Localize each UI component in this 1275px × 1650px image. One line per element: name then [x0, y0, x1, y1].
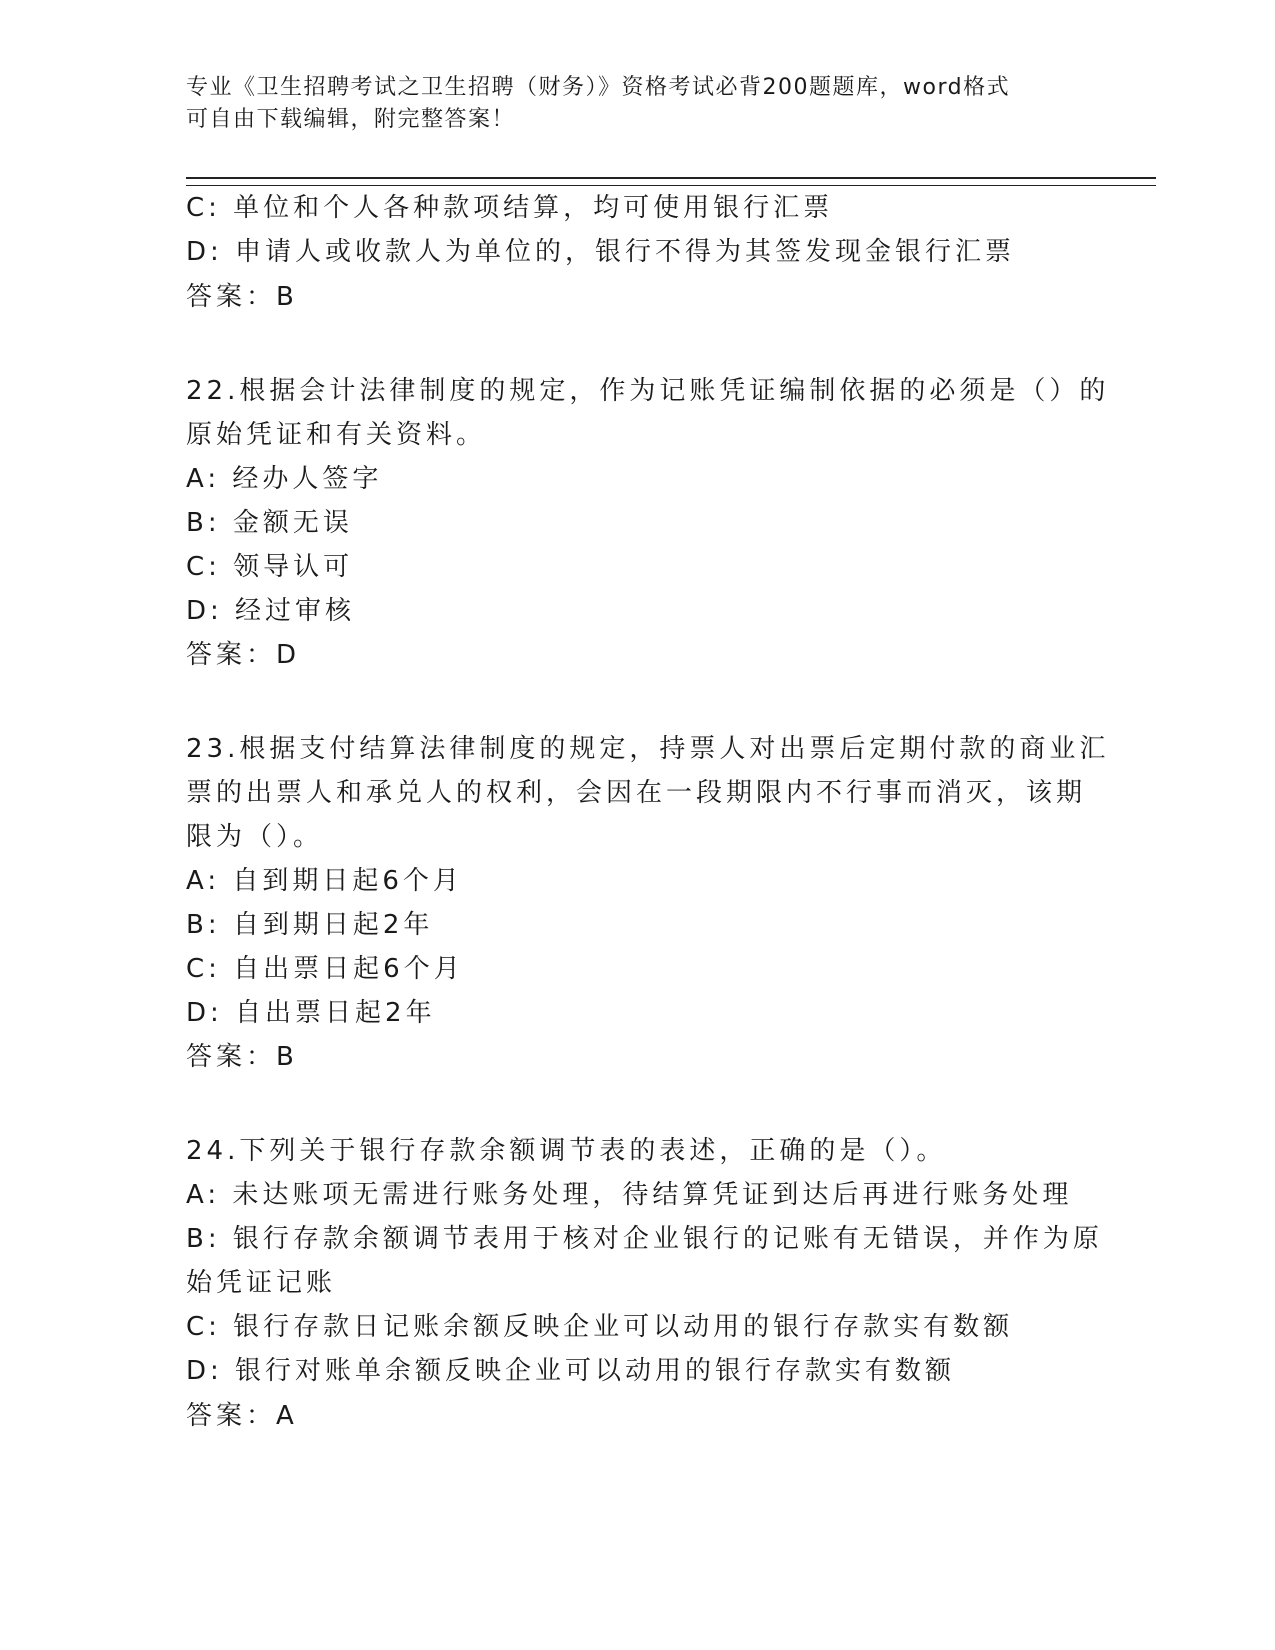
q23-option-c: C: 自出票日起6个月 — [186, 954, 464, 984]
q24-option-b-line-2: 始凭证记账 — [186, 1268, 337, 1298]
header-line-2: 可自由下载编辑，附完整答案！ — [186, 107, 516, 132]
header-line-1: 专业《卫生招聘考试之卫生招聘（财务）》资格考试必背200题题库，word格式 — [186, 75, 1011, 100]
page-header — [186, 72, 1086, 136]
q22-stem-line-2: 原始凭证和有关资料。 — [186, 420, 487, 450]
q23-stem-line-3: 限为（）。 — [186, 822, 324, 852]
q22-option-b: B: 金额无误 — [186, 508, 353, 538]
q23-answer: 答案：B — [186, 1042, 298, 1072]
q24-option-b-line-1: B: 银行存款余额调节表用于核对企业银行的记账有无错误，并作为原 — [186, 1224, 1103, 1254]
q22-option-d: D: 经过审核 — [186, 596, 356, 626]
q23-option-b: B: 自到期日起2年 — [186, 910, 434, 940]
q23-stem-line-1: 23.根据支付结算法律制度的规定，持票人对出票后定期付款的商业汇 — [186, 734, 1110, 764]
q22-option-a: A: 经办人签字 — [186, 464, 383, 494]
q22-answer: 答案：D — [186, 640, 301, 670]
q24-stem-line-1: 24.下列关于银行存款余额调节表的表述，正确的是（）。 — [186, 1136, 947, 1166]
q22-option-c: C: 领导认可 — [186, 552, 354, 582]
q23-option-a: A: 自到期日起6个月 — [186, 866, 463, 896]
q22-stem-line-1: 22.根据会计法律制度的规定，作为记账凭证编制依据的必须是（）的 — [186, 376, 1110, 406]
q24-option-a: A: 未达账项无需进行账务处理，待结算凭证到达后再进行账务处理 — [186, 1180, 1073, 1210]
q24-option-c: C: 银行存款日记账余额反映企业可以动用的银行存款实有数额 — [186, 1312, 1014, 1342]
header-divider — [186, 177, 1156, 186]
q24-option-d: D: 银行对账单余额反映企业可以动用的银行存款实有数额 — [186, 1356, 956, 1386]
q21-option-c: C: 单位和个人各种款项结算，均可使用银行汇票 — [186, 193, 834, 223]
q23-stem-line-2: 票的出票人和承兑人的权利，会因在一段期限内不行事而消灭，该期 — [186, 778, 1087, 808]
q24-answer: 答案：A — [186, 1401, 298, 1431]
q21-option-d: D: 申请人或收款人为单位的，银行不得为其签发现金银行汇票 — [186, 237, 1016, 267]
q21-answer: 答案：B — [186, 282, 298, 312]
q23-option-d: D: 自出票日起2年 — [186, 998, 436, 1028]
